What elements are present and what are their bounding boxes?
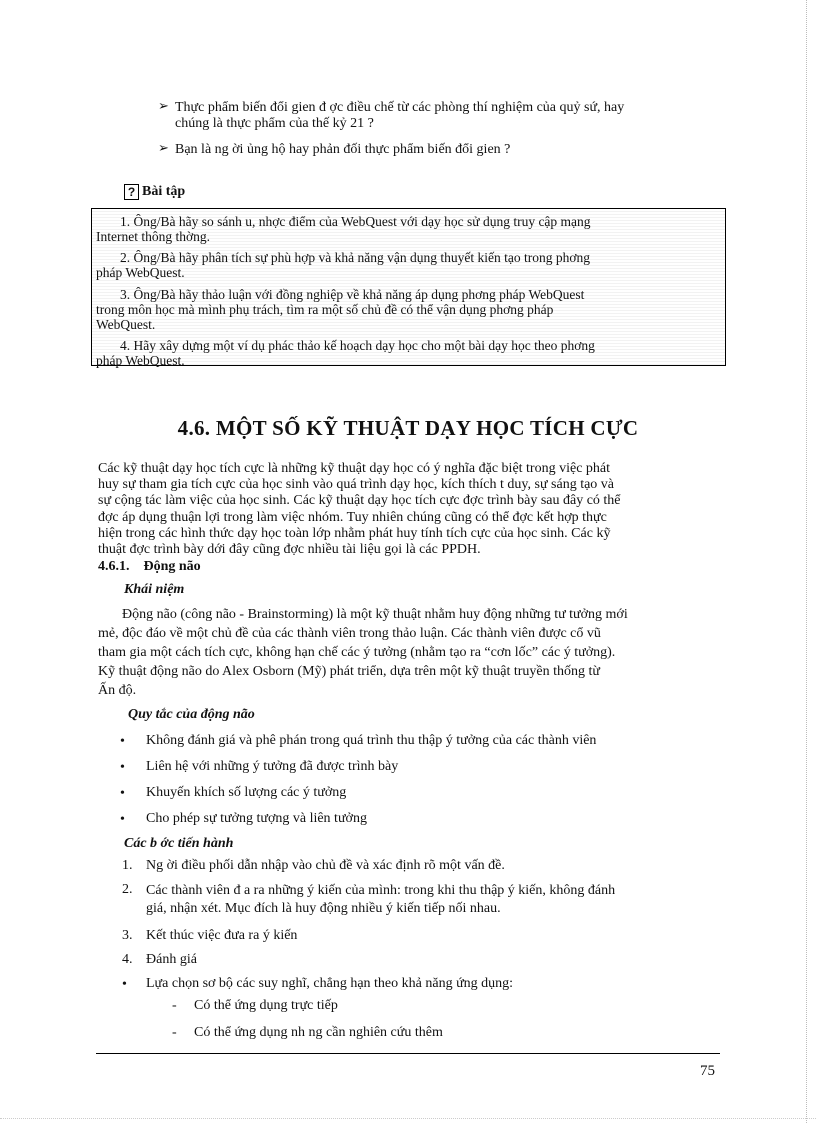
exercise-item-4: 4. Hãy xây dựng một ví dụ phác thảo kế hoạch dạy học cho một bài dạy học theo phơng pháp WebQuest. [96,338,595,368]
bullet-dot-icon: • [120,812,125,827]
step-number: 4. [122,952,133,967]
rule-item: Liên hệ với những ý tưởng đã được trình bày [146,759,399,774]
bullet-dot-icon: • [122,977,127,992]
bullet-dot-icon: • [120,734,125,749]
rule-item: Không đánh giá và phê phán trong quá trình thu thập ý tưởng của các thành viên [146,733,597,748]
dash-bullet-icon: - [172,1025,177,1040]
step-number: 1. [122,858,133,873]
exercise-item-1: 1. Ông/Bà hãy so sánh u, nhợc điểm của WebQuest với dạy học sử dụng truy cập mạng Internet thông thờng. [96,214,591,244]
concept-title: Khái niệm [124,582,185,597]
selection-item: Có thể ứng dụng trực tiếp [194,998,338,1013]
top-bullet-2: Bạn là ng ời ủng hộ hay phản đối thực phẩm biến đổi gien ? [175,142,511,157]
arrow-bullet-icon: ➢ [158,140,169,155]
subsection-heading: 4.6.1. Động não [98,559,201,574]
page-edge-divider [806,0,807,1123]
page-number: 75 [700,1063,715,1079]
question-box-icon: ? [124,184,139,200]
arrow-bullet-icon: ➢ [158,98,169,113]
page-bottom-divider [0,1118,816,1119]
bullet-dot-icon: • [120,760,125,775]
exercise-item-2: 2. Ông/Bà hãy phân tích sự phù hợp và khả năng vận dụng thuyết kiến tạo trong phơng pháp WebQuest. [96,250,591,280]
exercise-header [124,184,185,200]
rules-title: Quy tắc của động não [128,707,255,722]
step-item: Đánh giá [146,952,197,967]
step-item: Các thành viên đ a ra những ý kiến của mình: trong khi thu thập ý kiến, không đánh giá, nhận xét. Mục đích là huy động nhiều ý kiến tiếp nối nhau. [146,883,616,916]
bullet-dot-icon: • [120,786,125,801]
step-item: Kết thúc việc đưa ra ý kiến [146,928,298,943]
rule-item: Cho phép sự tưởng tượng và liên tưởng [146,811,367,826]
step-number: 3. [122,928,133,943]
concept-paragraph: Động não (công não - Brainstorming) là một kỹ thuật nhằm huy động những tư tưởng mới mẻ, độc đáo về một chủ đề của các thành viên trong thảo luận. Các thành viên được cổ vũ tham gia một cách tích cực, không hạn chế các ý tưởng (nhằm tạo ra “cơn lốc” các ý tưởng). Kỹ thuật động não do Alex Osborn (Mỹ) phát triển, dựa trên một kỹ thuật truyền thống từ Ấn độ. [98,607,628,698]
dash-bullet-icon: - [172,998,177,1013]
step-item: Ng ời điều phối dẫn nhập vào chủ đề và xác định rõ một vấn đề. [146,858,505,873]
selection-text: Lựa chọn sơ bộ các suy nghĩ, chẳng hạn theo khả năng ứng dụng: [146,976,514,991]
step-number: 2. [122,882,133,897]
exercise-item-3: 3. Ông/Bà hãy thảo luận với đồng nghiệp về khả năng áp dụng phơng pháp WebQuest trong môn học mà mình phụ trách, tìm ra một số chủ đề có thể vận dụng phơng pháp WebQuest. [96,287,585,332]
top-bullet-1: Thực phẩm biến đổi gien đ ợc điều chế từ các phòng thí nghiệm của quỷ sứ, hay chúng là thực phẩm của thế kỷ 21 ? [175,100,625,131]
rule-item: Khuyến khích số lượng các ý tưởng [146,785,347,800]
selection-item: Có thể ứng dụng nh ng cần nghiên cứu thêm [194,1025,443,1040]
exercise-title: Bài tập [142,184,186,199]
section-heading: 4.6. MỘT SỐ KỸ THUẬT DẠY HỌC TÍCH CỰC [177,416,639,440]
footer-divider [96,1053,720,1054]
steps-title: Các b ớc tiến hành [124,836,234,851]
intro-paragraph: Các kỹ thuật dạy học tích cực là những kỹ thuật dạy học có ý nghĩa đặc biệt trong việc phát huy sự tham gia tích cực của học sinh vào quá trình dạy học, kích thích t duy, sự sáng tạo và sự cộng tác làm việc của học sinh. Các kỹ thuật dạy học tích cực đợc trình bày sau đây có thể đợc áp dụng thuận lợi trong làm việc nhóm. Tuy nhiên chúng cũng có thể đợc kết hợp thực hiện trong các hình thức dạy học toàn lớp nhằm phát huy tính tích cực của học sinh. Các kỹ thuật đợc trình bày dới đây cũng đợc nhiều tài liệu gọi là các PPDH. [98,461,621,558]
